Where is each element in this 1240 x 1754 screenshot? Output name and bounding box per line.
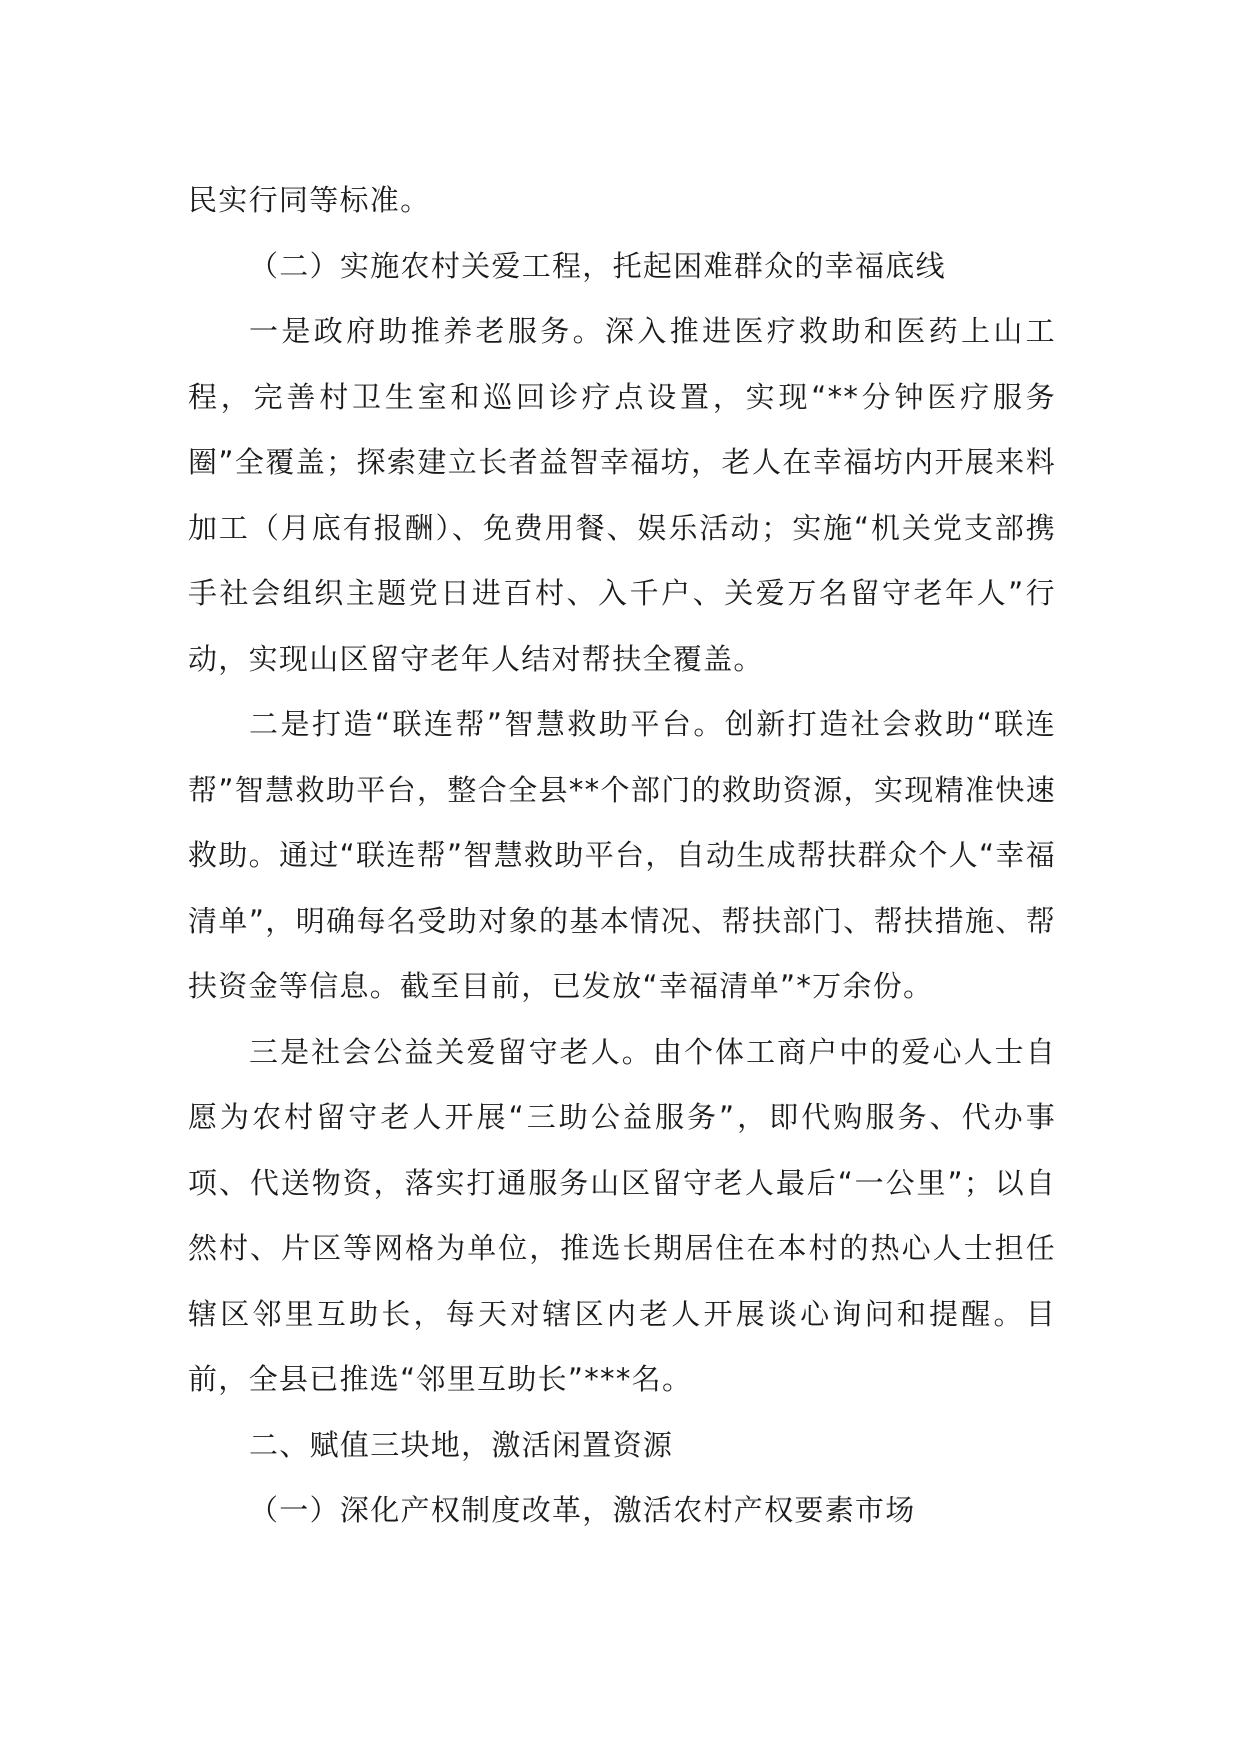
- section-heading: （二）实施农村关爱工程，托起困难群众的幸福底线: [249, 248, 946, 283]
- chapter-heading: 二、赋值三块地，激活闲置资源: [249, 1427, 674, 1462]
- subsection-heading: （一）深化产权制度改革，激活农村产权要素市场: [249, 1493, 916, 1527]
- continuation-paragraph: 民实行同等标准。: [188, 183, 431, 217]
- paragraph-public-welfare: 三是社会公益关爱留守老人。由个体工商户中的爱心人士自愿为农村留守老人开展“三助公益服务”，即代购服务、代办事项、代送物资，落实打通服务山区留守老人最后“一公里”；以自然村、片区等网格为单位，推选长期居住在本村的热心人士担任辖区邻里互助长，每天对辖区内老人开展谈心询问和提醒。目前，全县已推选“邻里互助长”***名。: [188, 1034, 1056, 1396]
- body-text: [188, 168, 1056, 1544]
- paragraph-elderly-care: 一是政府助推养老服务。深入推进医疗救助和医药上山工程，完善村卫生室和巡回诊疗点设置，实现“**分钟医疗服务圈”全覆盖；探索建立长者益智幸福坊，老人在幸福坊内开展来料加工（月底有报酬）、免费用餐、娱乐活动；实施“机关党支部携手社会组织主题党日进百村、入千户、关爱万名留守老年人”行动，实现山区留守老年人结对帮扶全覆盖。: [188, 314, 1056, 676]
- paragraph-relief-platform: 二是打造“联连帮”智慧救助平台。创新打造社会救助“联连帮”智慧救助平台，整合全县**个部门的救助资源，实现精准快速救助。通过“联连帮”智慧救助平台，自动生成帮扶群众个人“幸福清单”，明确每名受助对象的基本情况、帮扶部门、帮扶措施、帮扶资金等信息。截至目前，已发放“幸福清单”*万余份。: [188, 707, 1056, 1003]
